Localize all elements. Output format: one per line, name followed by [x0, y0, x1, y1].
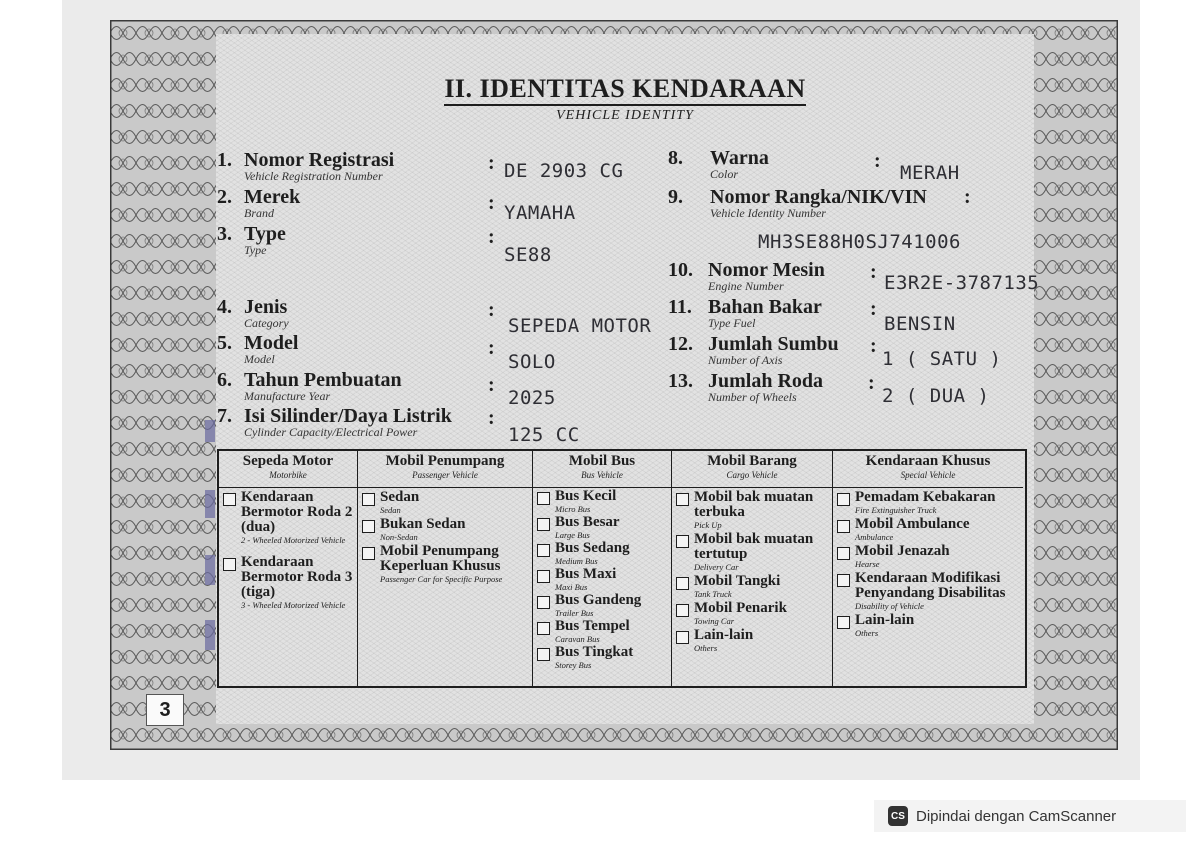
checkbox[interactable] [676, 493, 689, 506]
category-option[interactable]: Mobil Tangki Tank Truck [676, 574, 828, 599]
category-option[interactable]: Kendaraan Bermotor Roda 2 (dua) 2 - Wheeled Motorized Vehicle [223, 490, 353, 545]
field-number: 12. [668, 333, 693, 355]
field-label: Model [244, 332, 299, 354]
field-number: 4. [217, 296, 232, 318]
field-sublabel: Cylinder Capacity/Electrical Power [244, 425, 418, 439]
vehicle-category-table [217, 449, 1027, 688]
checkbox[interactable] [837, 574, 850, 587]
field-number: 10. [668, 259, 693, 281]
checkbox[interactable] [837, 520, 850, 533]
category-column-passenger [358, 451, 533, 686]
checkbox[interactable] [223, 493, 236, 506]
ink-mark [205, 620, 215, 650]
field-number: 7. [217, 405, 232, 427]
type-value: SE88 [504, 244, 552, 266]
checkbox[interactable] [537, 544, 550, 557]
manufacture-year-value: 2025 [508, 387, 556, 409]
field-number: 9. [668, 186, 683, 208]
field-sublabel: Engine Number [708, 279, 784, 293]
field-sublabel: Manufacture Year [244, 389, 331, 403]
page-title: II. IDENTITAS KENDARAAN [440, 74, 810, 104]
field-number: 8. [668, 147, 683, 169]
category-option[interactable]: Bus Kecil Micro Bus [537, 489, 667, 514]
field-colon: : [868, 372, 875, 394]
field-number: 1. [217, 149, 232, 171]
category-value: SEPEDA MOTOR [508, 315, 652, 337]
category-option[interactable]: Bus Sedang Medium Bus [537, 541, 667, 566]
field-label: Nomor Registrasi [244, 149, 395, 171]
field-sublabel: Vehicle Registration Number [244, 169, 383, 183]
field-colon: : [870, 298, 877, 320]
column-header: Mobil Barang Cargo Vehicle [672, 451, 832, 488]
category-option[interactable]: Mobil Penumpang Keperluan Khusus Passenger Car for Specific Purpose [362, 544, 528, 584]
field-colon: : [870, 335, 877, 357]
checkbox[interactable] [837, 547, 850, 560]
category-option[interactable]: Bus Tingkat Storey Bus [537, 645, 667, 670]
field-colon: : [488, 299, 495, 321]
field-sublabel: Vehicle Identity Number [710, 206, 826, 220]
column-header: Mobil Penumpang Passenger Vehicle [358, 451, 532, 488]
field-colon: : [870, 261, 877, 283]
cylinder-capacity-value: 125 CC [508, 424, 580, 446]
category-option[interactable]: Sedan Sedan [362, 490, 528, 515]
field-label: Jumlah Roda [708, 370, 824, 392]
field-number: 11. [668, 296, 692, 318]
field-colon: : [488, 337, 495, 359]
number-of-axis-value: 1 ( SATU ) [882, 348, 1002, 370]
checkbox[interactable] [537, 570, 550, 583]
number-of-wheels-value: 2 ( DUA ) [882, 385, 990, 407]
category-option[interactable]: Mobil bak muatan tertutup Delivery Car [676, 532, 828, 572]
field-sublabel: Number of Axis [708, 353, 783, 367]
column-header: Kendaraan Khusus Special Vehicle [833, 451, 1023, 488]
field-colon: : [964, 186, 971, 208]
field-label: Merek [244, 186, 301, 208]
field-label: Nomor Mesin [708, 259, 825, 281]
field-number: 2. [217, 186, 232, 208]
field-number: 3. [217, 223, 232, 245]
column-header: Mobil Bus Bus Vehicle [533, 451, 671, 488]
field-number: 5. [217, 332, 232, 354]
field-sublabel: Type [244, 243, 267, 257]
camscanner-logo-icon: CS [888, 806, 908, 826]
checkbox[interactable] [537, 518, 550, 531]
checkbox[interactable] [837, 616, 850, 629]
category-option[interactable]: Bus Besar Large Bus [537, 515, 667, 540]
category-option[interactable]: Pemadam Kebakaran Fire Extinguisher Truck [837, 490, 1019, 515]
field-sublabel: Type Fuel [708, 316, 756, 330]
field-label: Type [244, 223, 286, 245]
category-option[interactable]: Mobil Jenazah Hearse [837, 544, 1019, 569]
category-option[interactable]: Mobil Penarik Towing Car [676, 601, 828, 626]
field-label: Isi Silinder/Daya Listrik [244, 405, 452, 427]
category-column-special [833, 451, 1023, 686]
field-colon: : [488, 152, 495, 174]
checkbox[interactable] [676, 535, 689, 548]
field-number: 13. [668, 370, 693, 392]
field-colon: : [488, 407, 495, 429]
checkbox[interactable] [676, 604, 689, 617]
field-label: Bahan Bakar [708, 296, 822, 318]
category-option[interactable]: Kendaraan Modifikasi Penyandang Disabilitas Disability of Vehicle [837, 571, 1019, 611]
category-option[interactable]: Lain-lain Others [837, 613, 1019, 638]
field-colon: : [488, 192, 495, 214]
page-number: 3 [146, 694, 184, 726]
field-colon: : [488, 374, 495, 396]
checkbox[interactable] [537, 622, 550, 635]
checkbox[interactable] [362, 493, 375, 506]
category-option[interactable]: Mobil Ambulance Ambulance [837, 517, 1019, 542]
field-sublabel: Number of Wheels [708, 390, 797, 404]
watermark-text: Dipindai dengan CamScanner [916, 807, 1117, 825]
ink-mark [205, 490, 215, 518]
field-sublabel: Model [244, 352, 275, 366]
camscanner-watermark [874, 800, 1186, 832]
field-label: Nomor Rangka/NIK/VIN [710, 186, 927, 208]
category-option[interactable]: Bus Maxi Maxi Bus [537, 567, 667, 592]
field-sublabel: Brand [244, 206, 274, 220]
checkbox[interactable] [676, 631, 689, 644]
field-colon: : [874, 150, 881, 172]
category-option[interactable]: Bukan Sedan Non-Sedan [362, 517, 528, 542]
checkbox[interactable] [676, 577, 689, 590]
category-option[interactable]: Lain-lain Others [676, 628, 828, 653]
checkbox[interactable] [537, 648, 550, 661]
column-header: Sepeda Motor Motorbike [219, 451, 357, 488]
page-subtitle: VEHICLE IDENTITY [556, 108, 694, 123]
field-sublabel: Color [710, 167, 739, 181]
checkbox[interactable] [362, 547, 375, 560]
registration-number-value: DE 2903 CG [504, 160, 624, 182]
checkbox[interactable] [537, 492, 550, 505]
category-option[interactable]: Bus Gandeng Trailer Bus [537, 593, 667, 618]
field-label: Warna [710, 147, 769, 169]
field-colon: : [488, 226, 495, 248]
field-label: Jenis [244, 296, 288, 318]
vin-value: MH3SE88H0SJ741006 [758, 231, 961, 253]
field-number: 6. [217, 369, 232, 391]
brand-value: YAMAHA [504, 202, 576, 224]
checkbox[interactable] [537, 596, 550, 609]
engine-number-value: E3R2E-3787135 [884, 272, 1040, 294]
field-label: Tahun Pembuatan [244, 369, 402, 391]
category-option[interactable]: Bus Tempel Caravan Bus [537, 619, 667, 644]
category-column-bus [533, 451, 672, 686]
checkbox[interactable] [223, 558, 236, 571]
category-column-motorbike [219, 451, 358, 686]
category-column-cargo [672, 451, 833, 686]
checkbox[interactable] [362, 520, 375, 533]
category-option[interactable]: Kendaraan Bermotor Roda 3 (tiga) 3 - Wheeled Motorized Vehicle [223, 555, 353, 610]
field-sublabel: Category [244, 316, 289, 330]
category-option[interactable]: Mobil bak muatan terbuka Pick Up [676, 490, 828, 530]
ink-mark [205, 420, 215, 442]
checkbox[interactable] [837, 493, 850, 506]
fuel-type-value: BENSIN [884, 313, 956, 335]
field-label: Jumlah Sumbu [708, 333, 839, 355]
color-value: MERAH [900, 162, 960, 184]
model-value: SOLO [508, 351, 556, 373]
ink-mark [205, 555, 215, 585]
